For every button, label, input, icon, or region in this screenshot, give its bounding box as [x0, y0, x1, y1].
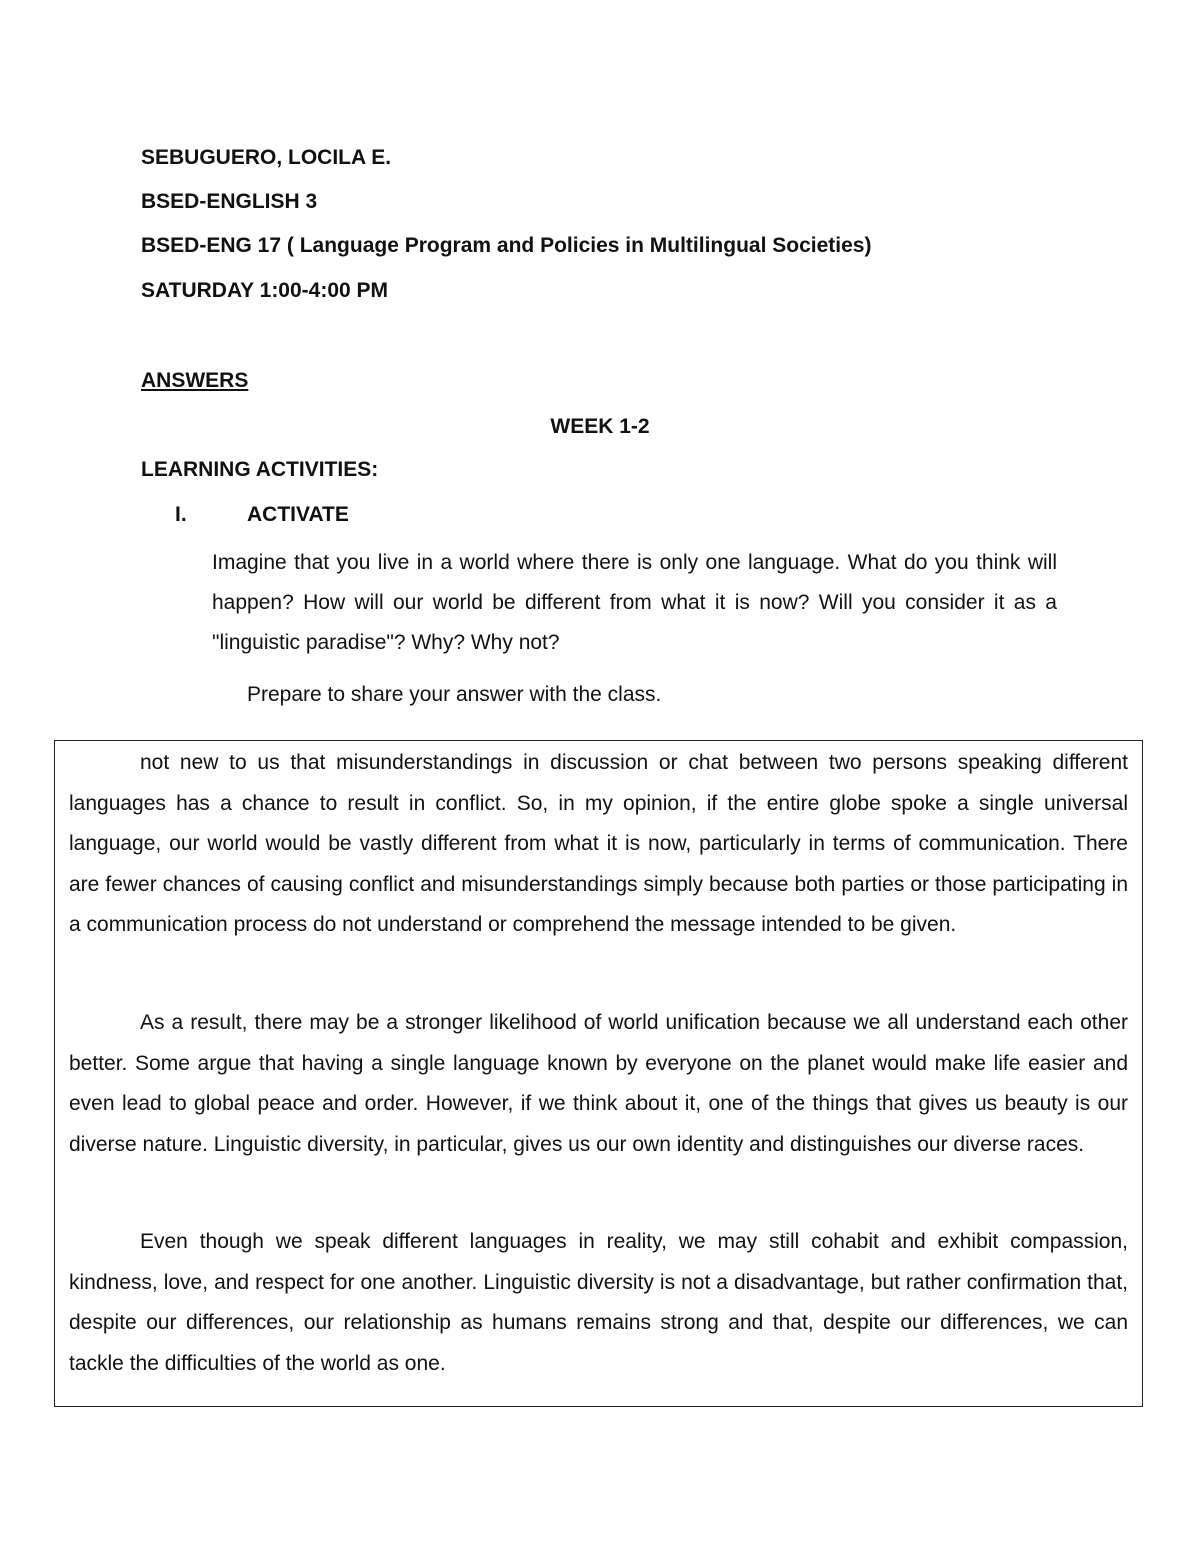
week-heading-row [0, 415, 1200, 439]
section-number: I. [175, 503, 187, 526]
answer-paragraph-3: Even though we speak different languages in reality, we may still cohabit and exhibit compassion, kindness, love, and respect for one another. Linguistic diversity is not a disadvantage, but rather confirmation that, despite our differences, our relationship as humans remains strong and that, despite our differences, we can tackle the difficulties of the world as one. [69, 1230, 1128, 1375]
learning-activities-heading: LEARNING ACTIVITIES: [141, 458, 379, 481]
student-name: SEBUGUERO, LOCILA E. [141, 146, 392, 169]
activity-prompt: Imagine that you live in a world where there is only one language. What do you think will happen? How will our world be different from what it is now? Will you consider it as a "linguistic paradise"? Why? Why not? [212, 551, 1057, 654]
answers-heading: ANSWERS [141, 369, 249, 392]
schedule-line: SATURDAY 1:00-4:00 PM [141, 279, 389, 302]
subject-line: BSED-ENG 17 ( Language Program and Policies in Multilingual Societies) [141, 234, 872, 257]
week-heading: WEEK 1-2 [550, 415, 650, 438]
course-line: BSED-ENGLISH 3 [141, 190, 318, 213]
activity-instruction: Prepare to share your answer with the class. [247, 683, 662, 706]
answer-paragraph-1: not new to us that misunderstandings in discussion or chat between two persons speaking different languages has a chance to result in conflict. So, in my opinion, if the entire globe spoke a single universal language, our world would be vastly different from what it is now, particularly in terms of communication. There are fewer chances of causing conflict and misunderstandings simply because both parties or those participating in a communication process do not understand or comprehend the message intended to be given. [69, 751, 1128, 936]
answer-box [54, 740, 1143, 1407]
section-title: ACTIVATE [247, 503, 349, 526]
answer-paragraph-2: As a result, there may be a stronger likelihood of world unification because we all understand each other better. Some argue that having a single language known by everyone on the planet would make life easier and even lead to global peace and order. However, if we think about it, one of the things that gives us beauty is our diverse nature. Linguistic diversity, in particular, gives us our own identity and distinguishes our diverse races. [69, 1011, 1128, 1156]
